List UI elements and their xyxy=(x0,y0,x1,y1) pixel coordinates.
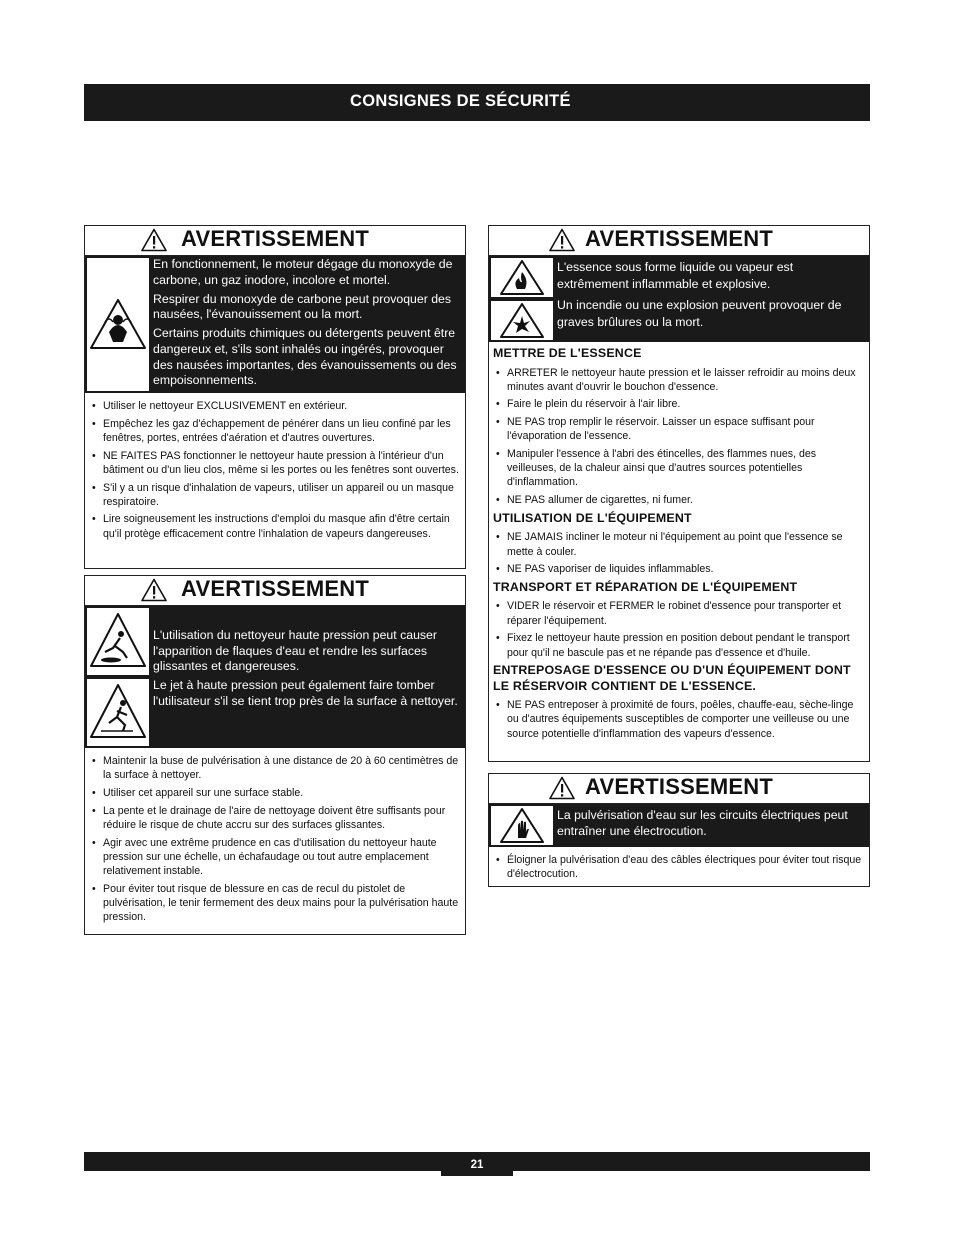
hazard-paragraph: L'essence sous forme liquide ou vapeur est extrêmement inflammable et explosive. xyxy=(557,260,794,291)
safety-list xyxy=(489,362,869,508)
hazard-paragraph: Un incendie ou une explosion peuvent provoquer de graves brûlures ou la mort. xyxy=(557,297,842,329)
hazard-text xyxy=(153,628,459,713)
slippery-surface-icon xyxy=(86,607,150,676)
warning-header xyxy=(85,226,465,256)
list-item: • VIDER le réservoir et FERMER le robinet d'essence pour transporter et réparer l'équipement. xyxy=(493,599,864,627)
hazard-paragraph: Respirer du monoxyde de carbone peut provoquer des nausées, l'évanouissement ou la mort. xyxy=(153,291,452,322)
warning-triangle-icon xyxy=(141,578,167,602)
warning-title: AVERTISSEMENT xyxy=(585,774,773,799)
warning-box-slippery xyxy=(84,575,466,935)
list-item: • Fixez le nettoyeur haute pression en position debout pendant le transport pour qu'il ne bascule pas et ne répande pas d'essence et d'huile. xyxy=(493,631,864,659)
warning-box-carbon-monoxide xyxy=(84,225,466,569)
section-heading: ENTREPOSAGE D'ESSENCE OU D'UN ÉQUIPEMENT DONT LE RÉSERVOIR CONTIENT DE L'ESSENCE. xyxy=(493,663,851,693)
hazard-paragraph: Certains produits chimiques ou détergents peuvent être dangereux et, s'ils sont inhalés ou ingérés, provoquer des nausées importantes, des évanouissements ou des empoisonnements. xyxy=(153,326,457,388)
fuel-section xyxy=(489,342,869,507)
list-item: • NE PAS trop remplir le réservoir. Laisser un espace suffisant pour l'évaporation de l'essence. xyxy=(493,415,864,443)
section-header xyxy=(84,84,870,121)
hazard-panel xyxy=(85,256,465,393)
safety-list xyxy=(489,526,869,576)
safety-list xyxy=(85,393,465,548)
transport-section xyxy=(489,580,869,660)
list-item: • La pente et le drainage de l'aire de nettoyage doivent être suffisants pour réduire le risque de chute accru sur des surfaces glissantes. xyxy=(89,804,460,832)
list-item: • Lire soigneusement les instructions d'emploi du masque afin d'être certain qu'il protège efficacement contre l'inhalation de vapeurs dangereuses. xyxy=(89,512,460,540)
list-item: • Pour éviter tout risque de blessure en cas de recul du pistolet de pulvérisation, le tenir fermement des deux mains pour la pulvérisation haute pression. xyxy=(89,882,460,925)
warning-triangle-icon xyxy=(549,228,575,252)
hazard-paragraph: La pulvérisation d'eau sur les circuits électriques peut entraîner une électrocution. xyxy=(557,808,848,838)
list-item: • Utiliser le nettoyeur EXCLUSIVEMENT en extérieur. xyxy=(89,399,460,413)
hazard-text xyxy=(557,808,865,843)
safety-list xyxy=(489,847,869,889)
fall-hazard-icon xyxy=(86,678,150,747)
warning-header xyxy=(85,576,465,606)
carbon-monoxide-icon xyxy=(86,257,150,392)
list-item: • Utiliser cet appareil sur une surface stable. xyxy=(89,786,460,800)
section-heading: TRANSPORT ET RÉPARATION DE L'ÉQUIPEMENT xyxy=(493,579,798,594)
page-number: 21 xyxy=(441,1152,513,1176)
warning-title: AVERTISSEMENT xyxy=(585,226,773,251)
section-title: CONSIGNES DE SÉCURITÉ xyxy=(350,92,571,110)
safety-list xyxy=(489,595,869,659)
warning-title: AVERTISSEMENT xyxy=(181,226,369,251)
flammable-icon xyxy=(490,257,554,298)
warning-triangle-icon xyxy=(549,776,575,800)
hazard-panel xyxy=(489,804,869,847)
equipment-section xyxy=(489,511,869,577)
warning-box-fuel xyxy=(488,225,870,762)
electrocution-icon xyxy=(490,805,554,846)
safety-list xyxy=(489,694,869,741)
hazard-text xyxy=(153,257,457,392)
hazard-panel xyxy=(489,256,869,342)
list-item: • Manipuler l'essence à l'abri des étincelles, des flammes nues, des veilleuses, de la chaleur ainsi que d'autres sources potentielles d'inflammation. xyxy=(493,447,864,490)
section-heading: METTRE DE L'ESSENCE xyxy=(493,346,642,360)
hazard-paragraph: Le jet à haute pression peut également faire tomber l'utilisateur s'il se tient trop près de la surface à nettoyer. xyxy=(153,678,458,708)
list-item: • NE PAS vaporiser de liquides inflammables. xyxy=(493,562,864,576)
list-item: • NE FAITES PAS fonctionner le nettoyeur haute pression à l'intérieur d'un bâtiment ou d'un lieu clos, même si les portes ou les fenêtres sont ouvertes. xyxy=(89,449,460,477)
list-item: • Maintenir la buse de pulvérisation à une distance de 20 à 60 centimètres de la surface à nettoyer. xyxy=(89,754,460,782)
list-item: • Éloigner la pulvérisation d'eau des câbles électriques pour éviter tout risque d'électrocution. xyxy=(493,853,864,881)
list-item: • Empêchez les gaz d'échappement de pénérer dans un lieu confiné par les fenêtres, portes, entrées d'aération et d'autres ouvertures. xyxy=(89,417,460,445)
hazard-paragraph: L'utilisation du nettoyeur haute pression peut causer l'apparition de flaques d'eau et rendre les surfaces glissantes et dangereuses. xyxy=(153,628,437,674)
list-item: • Agir avec une extrême prudence en cas d'utilisation du nettoyeur haute pression sur une échelle, un échafaudage ou tout autre emplacement relativement instable. xyxy=(89,836,460,879)
warning-triangle-icon xyxy=(141,228,167,252)
safety-list xyxy=(85,748,465,932)
storage-section xyxy=(489,663,869,741)
list-item: • Faire le plein du réservoir à l'air libre. xyxy=(493,397,864,411)
hazard-text xyxy=(557,259,863,334)
warning-box-electrocution xyxy=(488,773,870,887)
hazard-panel xyxy=(85,606,465,748)
hazard-paragraph: En fonctionnement, le moteur dégage du monoxyde de carbone, un gaz inodore, incolore et mortel. xyxy=(153,257,453,287)
list-item: • NE JAMAIS incliner le moteur ni l'équipement au point que l'essence se mette à couler. xyxy=(493,530,864,558)
list-item: • ARRETER le nettoyeur haute pression et le laisser refroidir au moins deux minutes avant d'ouvrir le bouchon d'essence. xyxy=(493,366,864,394)
list-item: • NE PAS entreposer à proximité de fours, poêles, chauffe-eau, sèche-linge ou d'autres équipements susceptibles de comporter une veilleuse ou une source potentielle d'inflammation des vapeurs d'essence. xyxy=(493,698,864,741)
warning-header xyxy=(489,226,869,256)
list-item: • NE PAS allumer de cigarettes, ni fumer. xyxy=(493,493,864,507)
warning-title: AVERTISSEMENT xyxy=(181,576,369,601)
section-heading: UTILISATION DE L'ÉQUIPEMENT xyxy=(493,510,692,525)
list-item: • S'il y a un risque d'inhalation de vapeurs, utiliser un appareil ou un masque respiratoire. xyxy=(89,481,460,509)
warning-header xyxy=(489,774,869,804)
explosion-icon xyxy=(490,300,554,341)
